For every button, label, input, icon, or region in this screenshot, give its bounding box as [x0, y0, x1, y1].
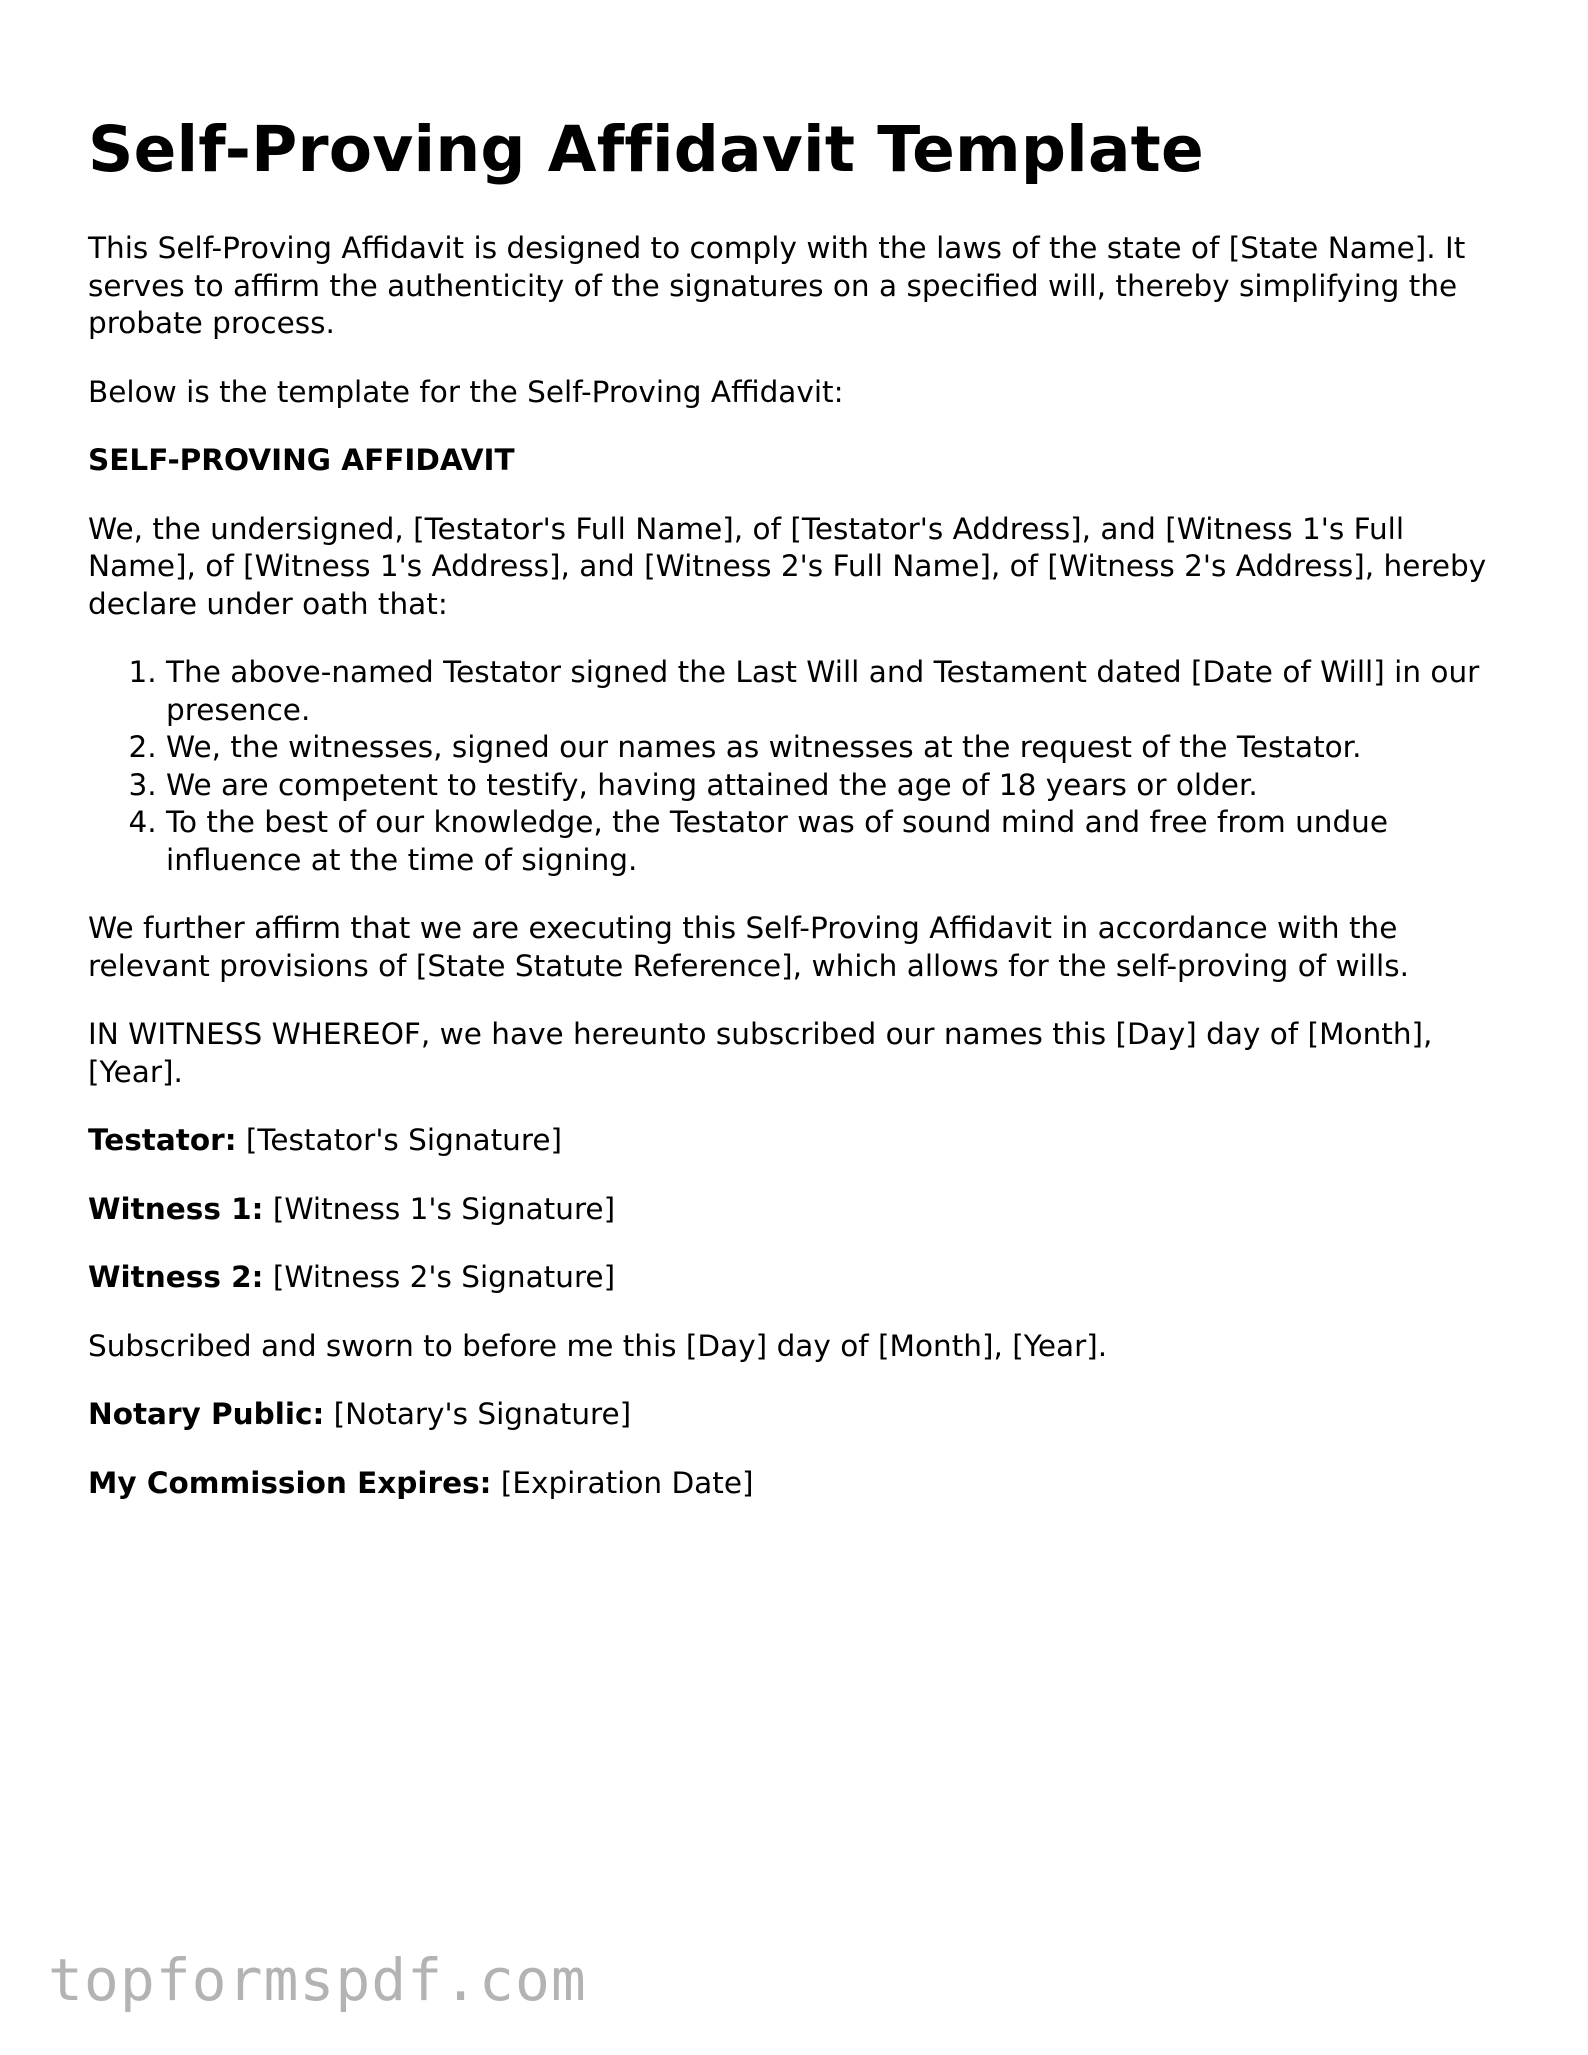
testator-label: Testator: — [88, 1123, 237, 1157]
witness-whereof-paragraph: IN WITNESS WHEREOF, we have hereunto subscribed our names this [Day] day of [Month], [Year]. — [88, 1017, 1433, 1089]
statements-list — [88, 654, 1518, 879]
notary-label: Notary Public: — [88, 1397, 325, 1431]
witness-2-signature-value: [Witness 2's Signature] — [272, 1260, 616, 1294]
page-title: Self-Proving Affidavit Template — [88, 113, 1204, 186]
list-item: 1. The above-named Testator signed the Last Will and Testament dated [Date of Will] in our presence. — [166, 654, 1518, 729]
notary-signature-line — [88, 1396, 1518, 1434]
sworn-paragraph: Subscribed and sworn to before me this [Day] day of [Month], [Year]. — [88, 1328, 1108, 1363]
further-affirm-paragraph: We further affirm that we are executing this Self-Proving Affidavit in accordance with the relevant provisions of [State Statute Reference], which allows for the self-proving of wills. — [88, 911, 1409, 983]
witness-1-signature-line — [88, 1191, 1518, 1229]
witness-1-signature-value: [Witness 1's Signature] — [272, 1191, 616, 1226]
document-page — [88, 108, 1518, 1533]
notary-signature-value: [Notary's Signature] — [333, 1397, 632, 1431]
witness-2-signature-line — [88, 1259, 1518, 1297]
list-item: 4. To the best of our knowledge, the Testator was of sound mind and free from undue influence at the time of signing. — [166, 804, 1518, 879]
declaration-paragraph: We, the undersigned, [Testator's Full Name], of [Testator's Address], and [Witness 1's Full Name], of [Witness 1's Address], and [Witness 2's Full Name], of [Witness 2's Address], hereby declare under oath that: — [88, 511, 1487, 621]
testator-signature-value: [Testator's Signature] — [245, 1123, 562, 1157]
commission-value: [Expiration Date] — [500, 1465, 754, 1500]
watermark: topformspdf.com — [48, 1946, 587, 2014]
commission-expires-line — [88, 1465, 1518, 1503]
witness-2-label: Witness 2: — [88, 1260, 264, 1294]
list-item: 2. We, the witnesses, signed our names as witnesses at the request of the Testator. — [166, 729, 1518, 767]
affidavit-heading: SELF-PROVING AFFIDAVIT — [88, 443, 515, 477]
template-lead-paragraph: Below is the template for the Self-Proving Affidavit: — [88, 374, 844, 409]
commission-label: My Commission Expires: — [88, 1465, 492, 1500]
list-item: 3. We are competent to testify, having attained the age of 18 years or older. — [166, 767, 1518, 805]
witness-1-label: Witness 1: — [88, 1191, 264, 1226]
testator-signature-line — [88, 1122, 1518, 1160]
intro-paragraph: This Self-Proving Affidavit is designed to comply with the laws of the state of [State Name]. It serves to affirm the authenticity of the signatures on a specified will, thereby simplifying the probate process. — [88, 231, 1466, 340]
